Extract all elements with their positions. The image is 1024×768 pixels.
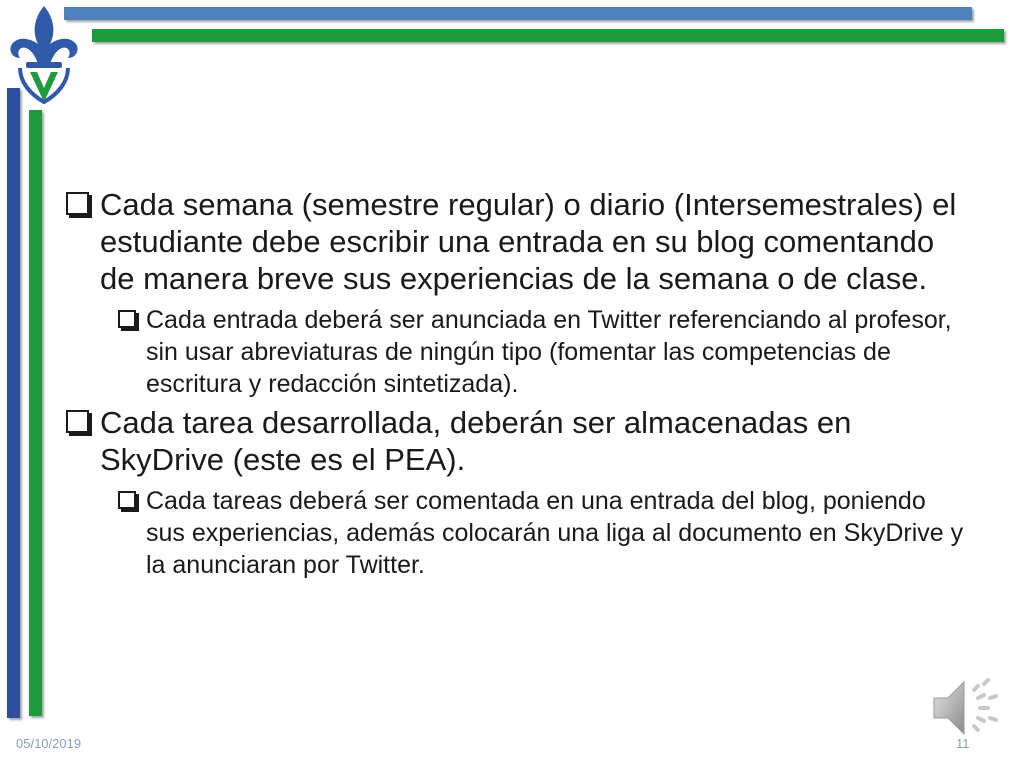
bullet-text: Cada tareas deberá ser comentada en una entrada del blog, poniendo sus experiencias, además colocarán una liga al documento en SkyDrive y la anunciaran por Twitter. [146, 487, 964, 579]
checkbox-bullet-icon [118, 491, 136, 509]
bullet-text: Cada tarea desarrollada, deberán ser almacenadas en SkyDrive (este es el PEA). [100, 405, 852, 477]
slide-date: 05/10/2019 [16, 736, 82, 751]
checkbox-bullet-icon [118, 310, 136, 328]
bullet-text: Cada semana (semestre regular) o diario (Intersemestrales) el estudiante debe escribir una entrada en su blog comentando de manera breve sus experiencias de la semana o de clase. [100, 187, 957, 296]
bullet-2 [64, 404, 964, 478]
top-green-bar [92, 29, 1004, 42]
top-blue-bar [64, 7, 972, 20]
uv-logo-icon [4, 2, 84, 104]
left-blue-bar [7, 88, 20, 718]
slide-number: 11 [956, 736, 970, 751]
left-green-bar [29, 110, 42, 716]
checkbox-bullet-icon [66, 410, 89, 433]
slide-content [64, 186, 964, 585]
bullet-1 [64, 186, 964, 297]
checkbox-bullet-icon [66, 192, 89, 215]
bullet-text: Cada entrada deberá ser anunciada en Twitter referenciando al profesor, sin usar abreviaturas de ningún tipo (fomentar las competencias de escritura y redacción sintetizada). [146, 306, 952, 398]
bullet-1-sub [64, 304, 964, 400]
speaker-icon[interactable] [930, 676, 1000, 740]
bullet-2-sub [64, 485, 964, 581]
